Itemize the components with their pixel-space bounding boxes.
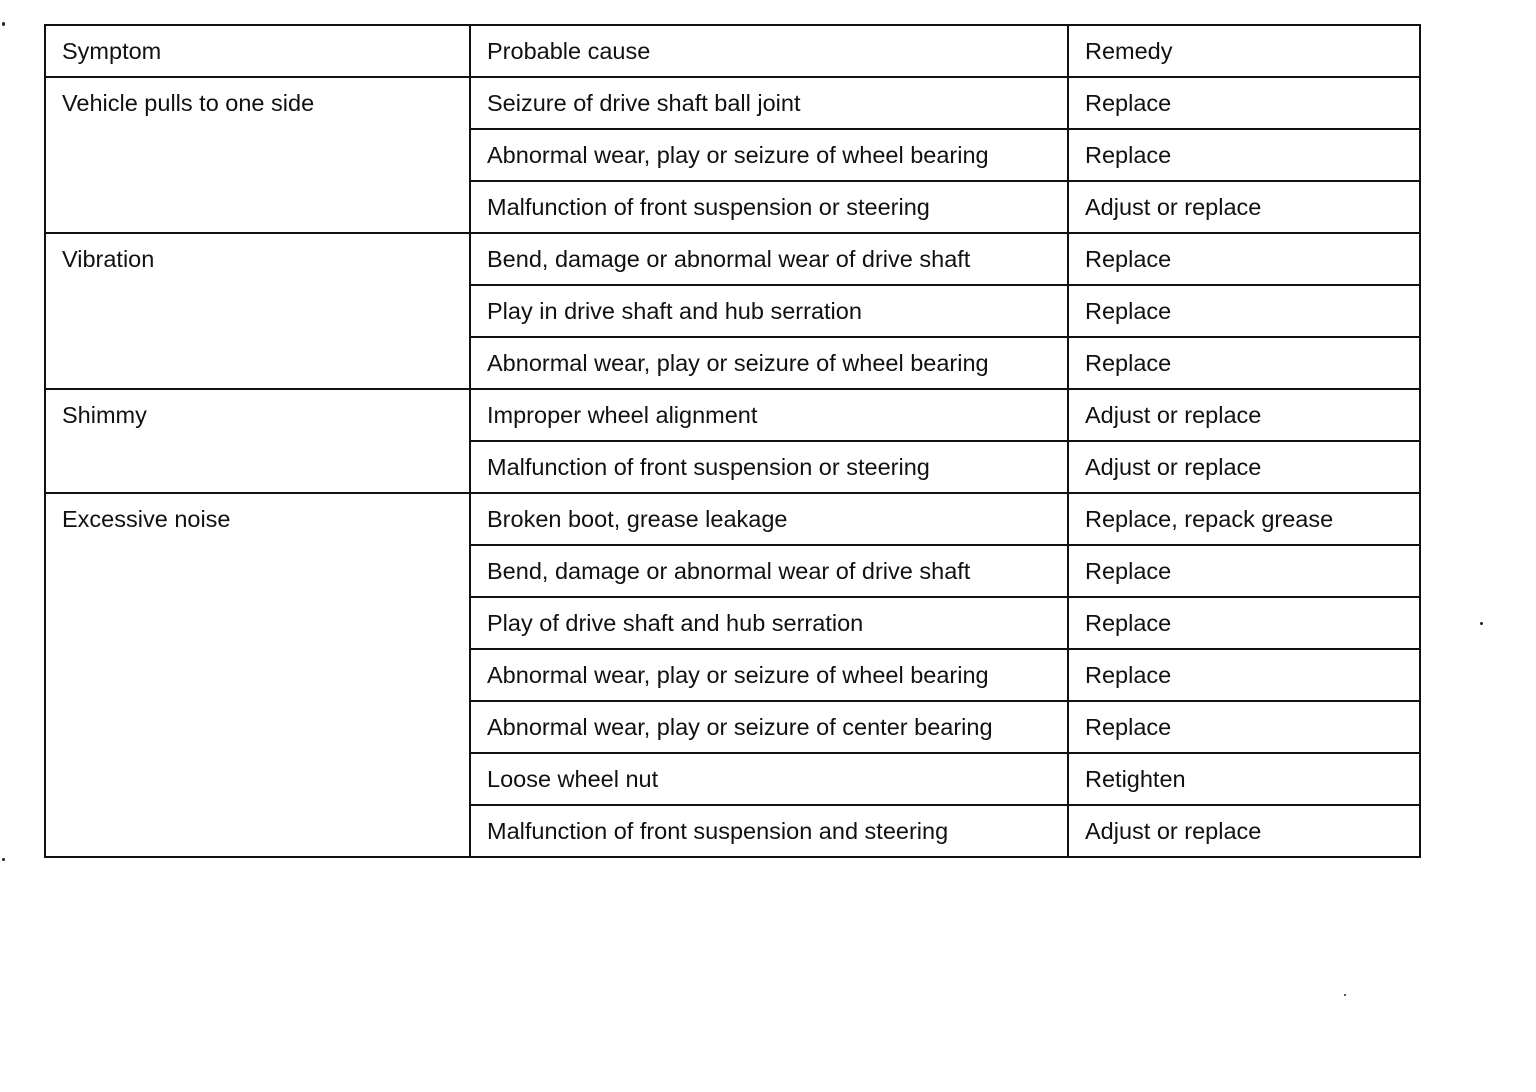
cause-cell: Abnormal wear, play or seizure of wheel bearing <box>470 129 1068 181</box>
header-symptom: Symptom <box>45 25 470 77</box>
symptom-cell: Vibration <box>45 233 470 389</box>
symptom-cell: Shimmy <box>45 389 470 493</box>
remedy-cell: Replace <box>1068 545 1420 597</box>
symptom-cell: Excessive noise <box>45 493 470 857</box>
cause-cell: Malfunction of front suspension and steering <box>470 805 1068 857</box>
remedy-cell: Replace <box>1068 129 1420 181</box>
remedy-cell: Adjust or replace <box>1068 441 1420 493</box>
table-row <box>45 233 1420 285</box>
cause-cell: Improper wheel alignment <box>470 389 1068 441</box>
cause-cell: Broken boot, grease leakage <box>470 493 1068 545</box>
remedy-cell: Adjust or replace <box>1068 389 1420 441</box>
remedy-cell: Replace, repack grease <box>1068 493 1420 545</box>
cause-cell: Loose wheel nut <box>470 753 1068 805</box>
scan-speck <box>2 22 5 26</box>
cause-cell: Abnormal wear, play or seizure of wheel bearing <box>470 337 1068 389</box>
symptom-cell: Vehicle pulls to one side <box>45 77 470 233</box>
remedy-cell: Retighten <box>1068 753 1420 805</box>
cause-cell: Play in drive shaft and hub serration <box>470 285 1068 337</box>
remedy-cell: Replace <box>1068 649 1420 701</box>
cause-cell: Abnormal wear, play or seizure of center bearing <box>470 701 1068 753</box>
scan-speck <box>1344 994 1346 996</box>
remedy-cell: Adjust or replace <box>1068 181 1420 233</box>
scan-speck <box>1480 622 1483 625</box>
table-row <box>45 389 1420 441</box>
header-probable-cause: Probable cause <box>470 25 1068 77</box>
table-header-row <box>45 25 1420 77</box>
table-row <box>45 493 1420 545</box>
scan-speck <box>2 858 5 861</box>
remedy-cell: Replace <box>1068 337 1420 389</box>
cause-cell: Abnormal wear, play or seizure of wheel bearing <box>470 649 1068 701</box>
cause-cell: Play of drive shaft and hub serration <box>470 597 1068 649</box>
remedy-cell: Adjust or replace <box>1068 805 1420 857</box>
cause-cell: Bend, damage or abnormal wear of drive shaft <box>470 233 1068 285</box>
cause-cell: Malfunction of front suspension or steering <box>470 441 1068 493</box>
remedy-cell: Replace <box>1068 233 1420 285</box>
remedy-cell: Replace <box>1068 77 1420 129</box>
cause-cell: Bend, damage or abnormal wear of drive shaft <box>470 545 1068 597</box>
remedy-cell: Replace <box>1068 597 1420 649</box>
cause-cell: Seizure of drive shaft ball joint <box>470 77 1068 129</box>
troubleshooting-table <box>44 24 1421 858</box>
table-row <box>45 77 1420 129</box>
header-remedy: Remedy <box>1068 25 1420 77</box>
remedy-cell: Replace <box>1068 701 1420 753</box>
remedy-cell: Replace <box>1068 285 1420 337</box>
cause-cell: Malfunction of front suspension or steering <box>470 181 1068 233</box>
